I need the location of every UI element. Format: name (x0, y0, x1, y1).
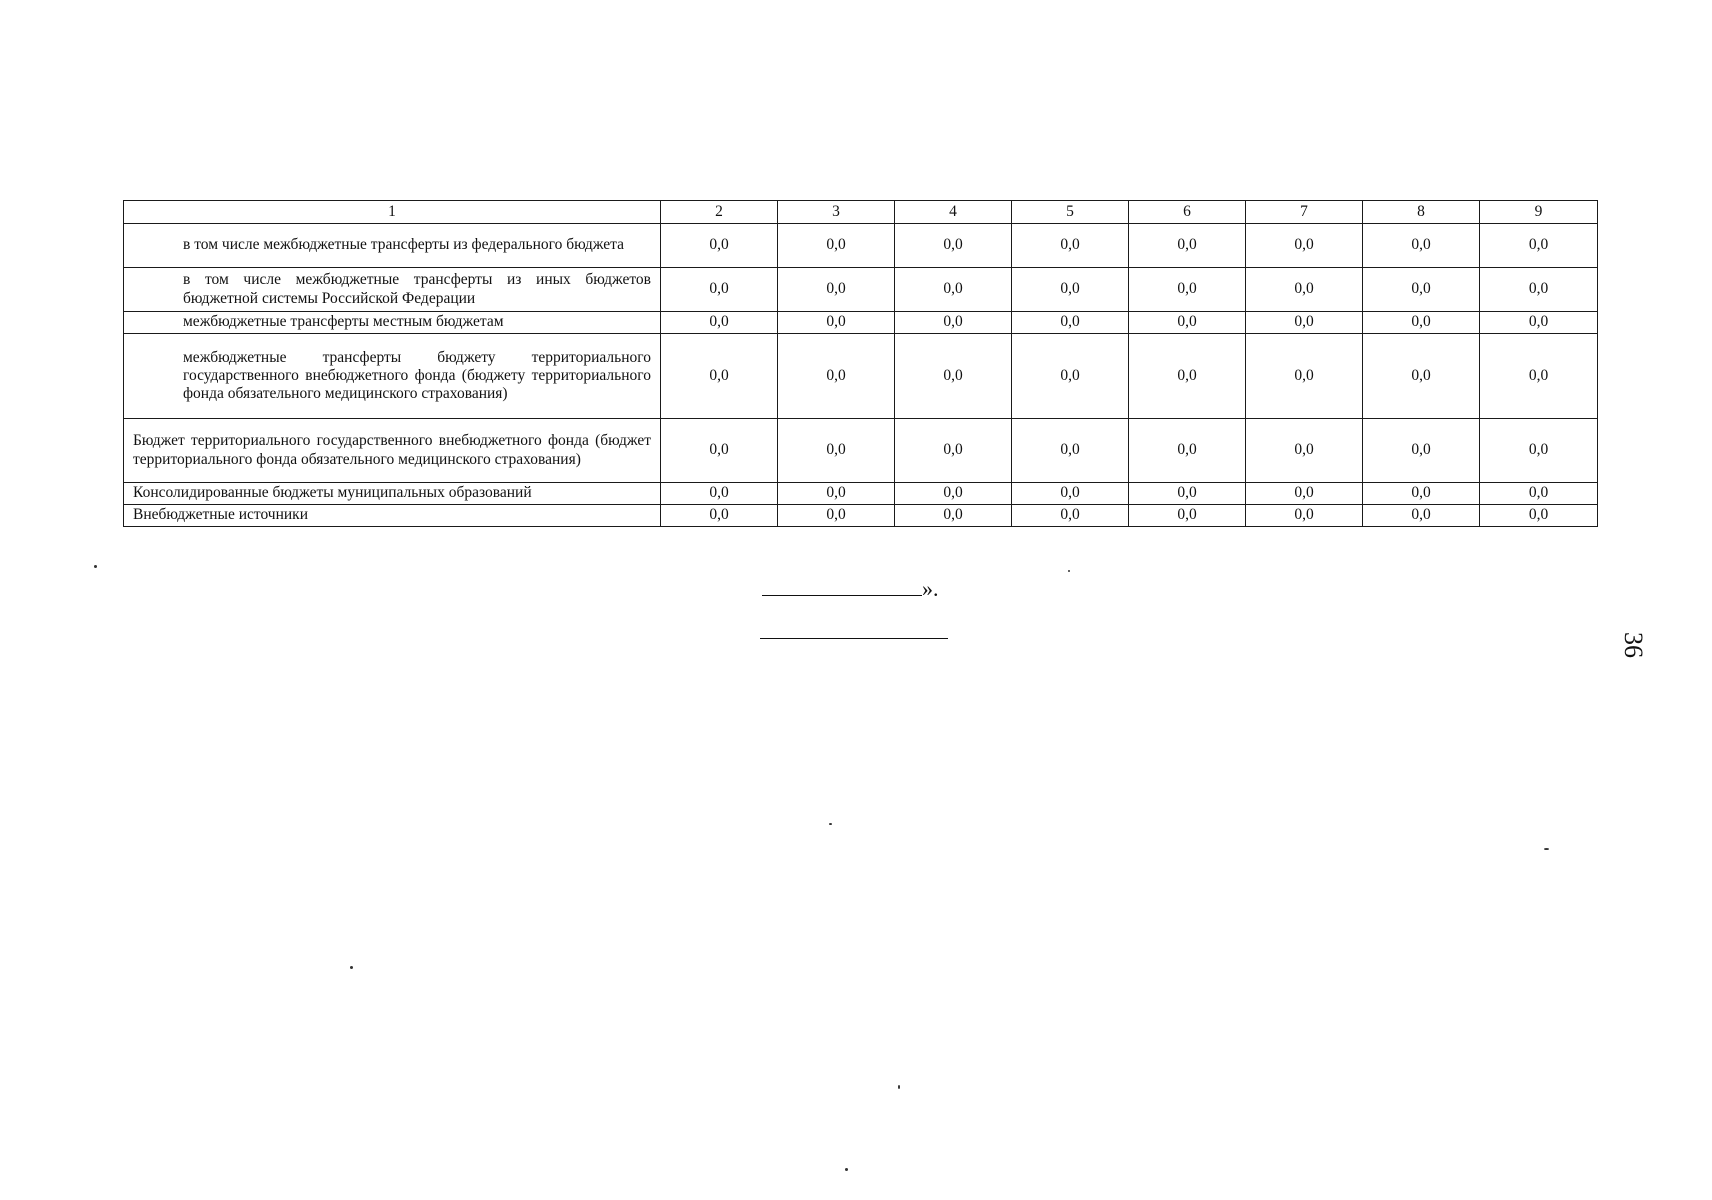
value-cell: 0,0 (1246, 312, 1363, 334)
row-label: Бюджет территориального государственного внебюджетного фонда (бюджет территориального фонда обязательного медицинского страхования) (124, 419, 661, 483)
column-header: 3 (778, 201, 895, 224)
column-header: 6 (1129, 201, 1246, 224)
row-label: в том числе межбюджетные трансферты из федерального бюджета (124, 224, 661, 268)
value-cell: 0,0 (1480, 268, 1598, 312)
value-cell: 0,0 (1129, 483, 1246, 505)
value-cell: 0,0 (778, 483, 895, 505)
value-cell: 0,0 (1129, 224, 1246, 268)
value-cell: 0,0 (661, 334, 778, 419)
value-cell: 0,0 (778, 224, 895, 268)
value-cell: 0,0 (1012, 312, 1129, 334)
header-row (124, 201, 1598, 224)
value-cell: 0,0 (1012, 419, 1129, 483)
value-cell: 0,0 (1246, 334, 1363, 419)
value-cell: 0,0 (1129, 419, 1246, 483)
value-cell: 0,0 (895, 268, 1012, 312)
value-cell: 0,0 (1480, 334, 1598, 419)
value-cell: 0,0 (778, 268, 895, 312)
value-cell: 0,0 (895, 312, 1012, 334)
value-cell: 0,0 (661, 224, 778, 268)
value-cell: 0,0 (1363, 312, 1480, 334)
value-cell: 0,0 (1012, 334, 1129, 419)
closing-mark (762, 575, 939, 602)
value-cell: 0,0 (1129, 334, 1246, 419)
column-header: 7 (1246, 201, 1363, 224)
blank-line (762, 575, 922, 596)
scan-speck (94, 565, 97, 568)
value-cell: 0,0 (661, 419, 778, 483)
scan-speck (829, 823, 832, 825)
value-cell: 0,0 (1129, 505, 1246, 527)
value-cell: 0,0 (778, 505, 895, 527)
value-cell: 0,0 (778, 312, 895, 334)
value-cell: 0,0 (1246, 419, 1363, 483)
scan-speck (845, 1168, 848, 1171)
value-cell: 0,0 (1480, 505, 1598, 527)
value-cell: 0,0 (1246, 505, 1363, 527)
value-cell: 0,0 (1129, 268, 1246, 312)
value-cell: 0,0 (895, 419, 1012, 483)
table-row (124, 334, 1598, 419)
row-label: межбюджетные трансферты бюджету территориального государственного внебюджетного фонда (бюджету территориального фонда обязательного медицинского страхования) (124, 334, 661, 419)
table-row (124, 419, 1598, 483)
value-cell: 0,0 (1012, 224, 1129, 268)
value-cell: 0,0 (661, 268, 778, 312)
value-cell: 0,0 (1363, 268, 1480, 312)
value-cell: 0,0 (1129, 312, 1246, 334)
value-cell: 0,0 (1363, 224, 1480, 268)
value-cell: 0,0 (1480, 312, 1598, 334)
value-cell: 0,0 (661, 312, 778, 334)
column-header: 5 (1012, 201, 1129, 224)
separator-line (760, 638, 948, 639)
value-cell: 0,0 (1012, 268, 1129, 312)
value-cell: 0,0 (895, 483, 1012, 505)
column-header: 9 (1480, 201, 1598, 224)
value-cell: 0,0 (895, 334, 1012, 419)
value-cell: 0,0 (1480, 419, 1598, 483)
column-header: 4 (895, 201, 1012, 224)
row-label: в том числе межбюджетные трансферты из иных бюджетов бюджетной системы Российской Федерации (124, 268, 661, 312)
table-row (124, 483, 1598, 505)
scan-speck (1068, 570, 1070, 572)
row-label: Внебюджетные источники (124, 505, 661, 527)
value-cell: 0,0 (895, 224, 1012, 268)
table-row (124, 312, 1598, 334)
value-cell: 0,0 (661, 483, 778, 505)
budget-table (123, 200, 1598, 527)
value-cell: 0,0 (1246, 224, 1363, 268)
value-cell: 0,0 (1363, 483, 1480, 505)
value-cell: 0,0 (1246, 483, 1363, 505)
value-cell: 0,0 (1363, 419, 1480, 483)
column-header: 2 (661, 201, 778, 224)
column-header: 1 (124, 201, 661, 224)
row-label: Консолидированные бюджеты муниципальных образований (124, 483, 661, 505)
value-cell: 0,0 (778, 334, 895, 419)
scan-speck (350, 966, 353, 969)
table-row (124, 505, 1598, 527)
page-number: 36 (1619, 632, 1648, 658)
value-cell: 0,0 (895, 505, 1012, 527)
value-cell: 0,0 (1246, 268, 1363, 312)
table-body (124, 224, 1598, 527)
closing-quote: ». (922, 576, 939, 601)
value-cell: 0,0 (778, 419, 895, 483)
row-label: межбюджетные трансферты местным бюджетам (124, 312, 661, 334)
scan-speck (1544, 848, 1549, 850)
value-cell: 0,0 (1480, 483, 1598, 505)
column-header: 8 (1363, 201, 1480, 224)
value-cell: 0,0 (661, 505, 778, 527)
value-cell: 0,0 (1363, 505, 1480, 527)
value-cell: 0,0 (1012, 483, 1129, 505)
table-row (124, 224, 1598, 268)
scan-speck (898, 1085, 900, 1089)
table-row (124, 268, 1598, 312)
value-cell: 0,0 (1012, 505, 1129, 527)
value-cell: 0,0 (1480, 224, 1598, 268)
value-cell: 0,0 (1363, 334, 1480, 419)
